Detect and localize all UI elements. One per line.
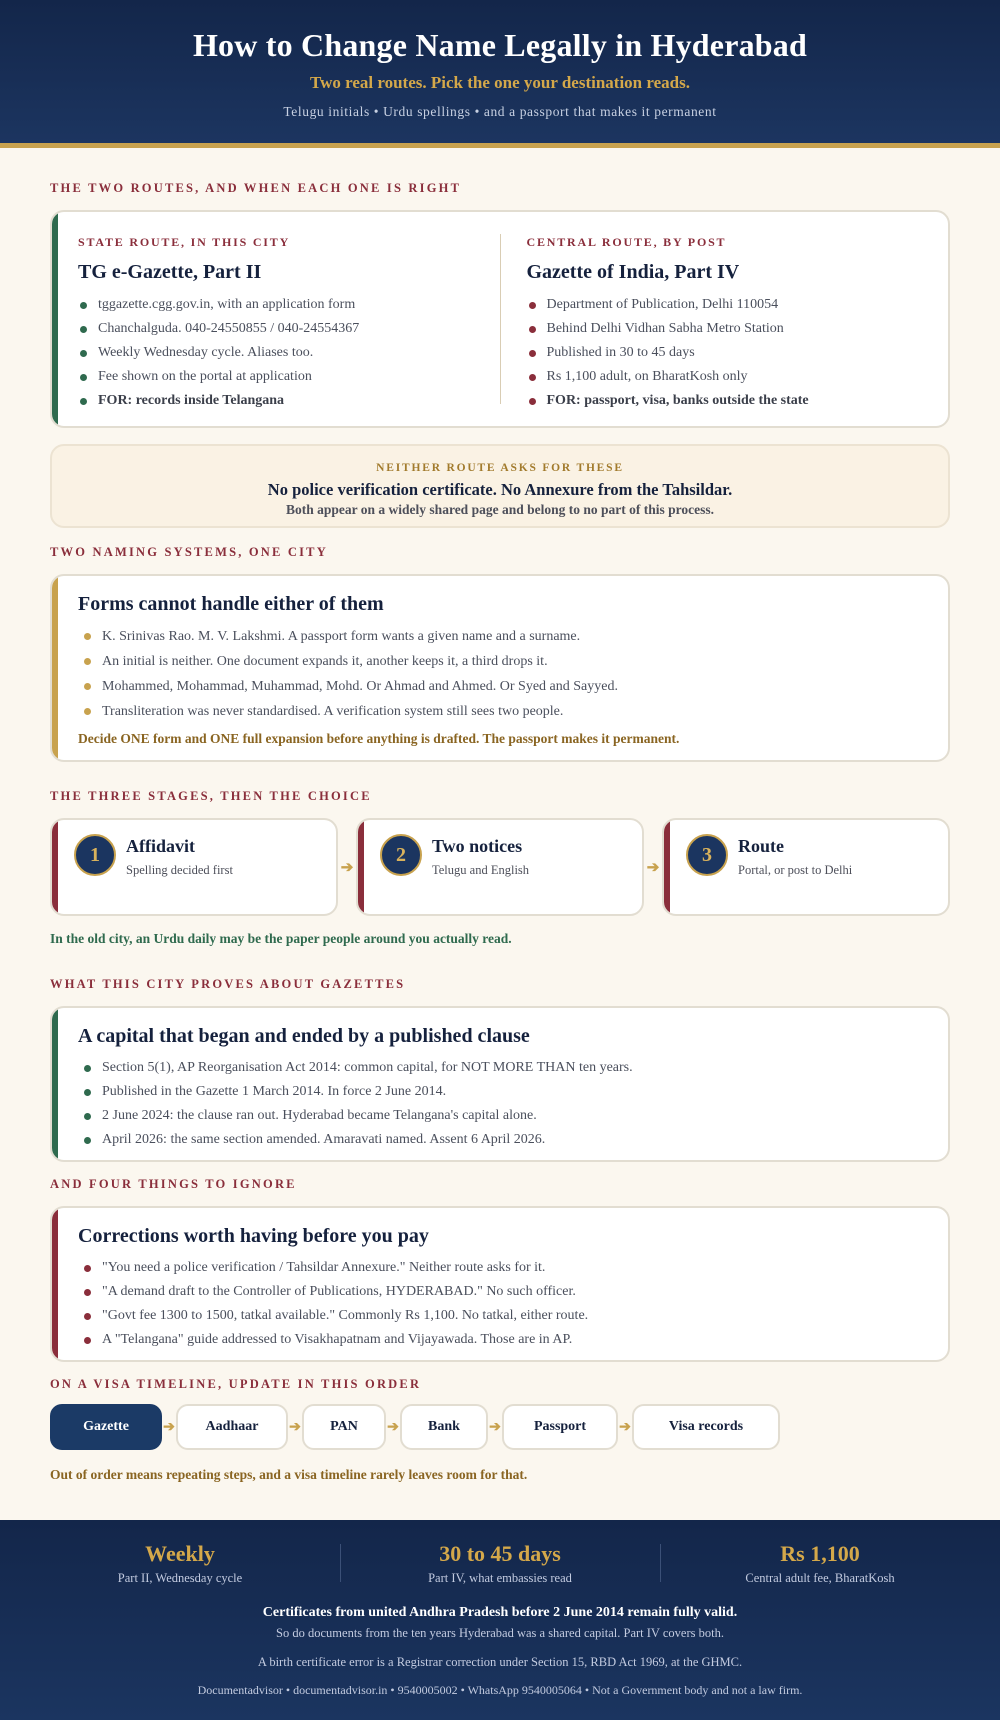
naming-heading: TWO NAMING SYSTEMS, ONE CITY — [50, 545, 328, 559]
ignore-title: Corrections worth having before you pay — [78, 1225, 429, 1247]
stages-heading: THE THREE STAGES, THEN THE CHOICE — [50, 789, 372, 803]
naming-title: Forms cannot handle either of them — [78, 593, 384, 615]
state-route-label: STATE ROUTE, IN THIS CITY — [78, 235, 291, 249]
list-item: K. Srinivas Rao. M. V. Lakshmi. A passport form wants a given name and a surname. — [82, 624, 924, 649]
list-item: 2 June 2024: the clause ran out. Hyderabad became Telangana's capital alone. — [82, 1104, 924, 1128]
visa-step-gazette: Gazette — [50, 1404, 162, 1450]
state-route-title: TG e-Gazette, Part II — [78, 261, 262, 283]
visa-step-pan: PAN — [302, 1404, 386, 1450]
list-item: April 2026: the same section amended. Amaravati named. Assent 6 April 2026. — [82, 1128, 924, 1152]
ignore-list — [78, 1256, 924, 1352]
visa-heading: ON A VISA TIMELINE, UPDATE IN THIS ORDER — [50, 1377, 422, 1391]
stage-card — [662, 818, 950, 916]
neither-sub: Both appear on a widely shared page and belong to no part of this process. — [286, 502, 714, 517]
naming-list — [78, 624, 924, 724]
stat-value: Weekly — [145, 1541, 215, 1566]
arrow-right-icon: ➔ — [340, 859, 354, 876]
page-title: How to Change Name Legally in Hyderabad — [192, 27, 808, 63]
stage-desc: Portal, or post to Delhi — [738, 863, 853, 877]
list-item: Behind Delhi Vidhan Sabha Metro Station — [527, 317, 929, 341]
stat-item — [340, 1540, 660, 1602]
stage-desc: Spelling decided first — [126, 863, 233, 877]
routes-heading: THE TWO ROUTES, AND WHEN EACH ONE IS RIGHT — [50, 181, 462, 195]
stat-label: Central adult fee, BharatKosh — [745, 1571, 895, 1585]
page-subtitle: Two real routes. Pick the one your destination reads. — [310, 73, 690, 92]
list-item: Weekly Wednesday cycle. Aliases too. — [78, 341, 480, 365]
neither-kicker: NEITHER ROUTE ASKS FOR THESE — [376, 462, 624, 474]
list-item: "A demand draft to the Controller of Publications, HYDERABAD." No such officer. — [82, 1280, 924, 1304]
central-route-title: Gazette of India, Part IV — [526, 261, 740, 283]
arrow-right-icon: ➔ — [163, 1419, 175, 1435]
routes-card — [50, 210, 950, 428]
list-item: Published in the Gazette 1 March 2014. In force 2 June 2014. — [82, 1080, 924, 1104]
state-route-list — [78, 293, 480, 413]
naming-card — [50, 574, 950, 762]
visa-note: Out of order means repeating steps, and a visa timeline rarely leaves room for that. — [50, 1467, 528, 1482]
list-item: FOR: passport, visa, banks outside the state — [527, 389, 929, 413]
gazettes-list — [78, 1056, 924, 1152]
footer-line-shared-capital: So do documents from the ten years Hyderabad was a shared capital. Part IV covers both. — [276, 1626, 724, 1640]
gazettes-card — [50, 1006, 950, 1162]
arrow-right-icon: ➔ — [619, 1419, 631, 1435]
neither-callout — [50, 444, 950, 528]
visa-step-bank: Bank — [400, 1404, 488, 1450]
gazettes-heading: WHAT THIS CITY PROVES ABOUT GAZETTES — [50, 977, 406, 991]
gazettes-title: A capital that began and ended by a published clause — [78, 1025, 530, 1047]
list-item: Section 5(1), AP Reorganisation Act 2014: common capital, for NOT MORE THAN ten years. — [82, 1056, 924, 1080]
list-item: Chanchalguda. 040-24550855 / 040-24554367 — [78, 317, 480, 341]
visa-step-aadhaar: Aadhaar — [176, 1404, 288, 1450]
stage-card — [356, 818, 644, 916]
footer-contact: Documentadvisor • documentadvisor.in • 9540005002 • WhatsApp 9540005064 • Not a Government body and not a law firm. — [197, 1683, 803, 1697]
arrow-right-icon: ➔ — [387, 1419, 399, 1435]
list-item: Fee shown on the portal at application — [78, 365, 480, 389]
page-footer — [0, 1520, 1000, 1720]
stat-label: Part II, Wednesday cycle — [117, 1571, 243, 1585]
ignore-heading: AND FOUR THINGS TO IGNORE — [50, 1177, 297, 1191]
stage-number: 3 — [686, 834, 728, 876]
stat-item — [660, 1540, 980, 1602]
neither-title: No police verification certificate. No Annexure from the Tahsildar. — [267, 480, 733, 499]
stat-label: Part IV, what embassies read — [428, 1571, 572, 1585]
arrow-right-icon: ➔ — [489, 1419, 501, 1435]
ignore-card — [50, 1206, 950, 1362]
stages-note: In the old city, an Urdu daily may be the paper people around you actually read. — [50, 931, 512, 946]
visa-step-passport: Passport — [502, 1404, 618, 1450]
page-header — [0, 0, 1000, 148]
list-item: Transliteration was never standardised. A verification system still sees two people. — [82, 699, 924, 724]
list-item: Department of Publication, Delhi 110054 — [527, 293, 929, 317]
list-item: An initial is neither. One document expands it, another keeps it, a third drops it. — [82, 649, 924, 674]
central-route-label: CENTRAL ROUTE, BY POST — [526, 235, 727, 249]
list-item: tggazette.cgg.gov.in, with an application form — [78, 293, 480, 317]
arrow-right-icon: ➔ — [289, 1419, 301, 1435]
stage-title: Two notices — [432, 836, 523, 856]
page-tagline: Telugu initials • Urdu spellings • and a passport that makes it permanent — [283, 104, 717, 119]
stage-number: 1 — [74, 834, 116, 876]
stage-title: Route — [738, 836, 784, 856]
list-item: "You need a police verification / Tahsildar Annexure." Neither route asks for it. — [82, 1256, 924, 1280]
list-item: Rs 1,100 adult, on BharatKosh only — [527, 365, 929, 389]
stat-item — [20, 1540, 340, 1602]
stat-value: 30 to 45 days — [439, 1541, 561, 1566]
list-item: A "Telangana" guide addressed to Visakhapatnam and Vijayawada. Those are in AP. — [82, 1328, 924, 1352]
footer-line-validity: Certificates from united Andhra Pradesh before 2 June 2014 remain fully valid. — [262, 1605, 738, 1620]
visa-steps — [50, 1404, 950, 1450]
central-route-list — [527, 293, 929, 413]
stage-desc: Telugu and English — [432, 863, 530, 877]
naming-note: Decide ONE form and ONE full expansion before anything is drafted. The passport makes it permanent. — [78, 731, 680, 746]
central-route — [500, 234, 949, 408]
list-item: Published in 30 to 45 days — [527, 341, 929, 365]
state-route — [52, 212, 500, 426]
stage-number: 2 — [380, 834, 422, 876]
list-item: Mohammed, Mohammad, Muhammad, Mohd. Or Ahmad and Ahmed. Or Syed and Sayyed. — [82, 674, 924, 699]
visa-step-visa-records: Visa records — [632, 1404, 780, 1450]
stage-card — [50, 818, 338, 916]
stage-title: Affidavit — [126, 836, 195, 856]
stat-value: Rs 1,100 — [780, 1541, 860, 1566]
list-item: "Govt fee 1300 to 1500, tatkal available." Commonly Rs 1,100. No tatkal, either route. — [82, 1304, 924, 1328]
arrow-right-icon: ➔ — [646, 859, 660, 876]
footer-stats — [0, 1520, 1000, 1602]
footer-line-birth-certificate: A birth certificate error is a Registrar correction under Section 15, RBD Act 1969, at the GHMC. — [257, 1655, 743, 1669]
list-item: FOR: records inside Telangana — [78, 389, 480, 413]
main-content — [0, 180, 1000, 1484]
stages-row — [50, 818, 950, 916]
